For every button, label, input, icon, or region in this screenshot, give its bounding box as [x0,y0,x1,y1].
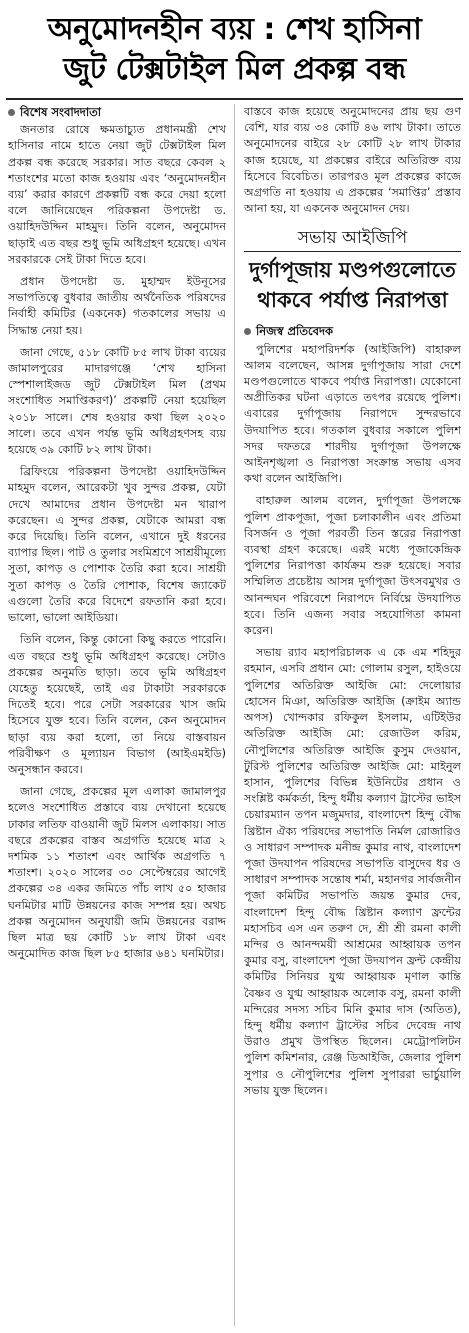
paragraph: তিনি বলেন, কিন্তু কোনো কিছু করতে পারেনি। এত বছরে শুধু ভূমি অধিগ্রহণ করেছে। সেটাও প্রকল্পের অনুমতি ছাড়া। তবে ভূমি অধিগ্রহণ যেহেতু হয়েছেই, তাই এর টাকাটা সরকারকে দিতেই হবে। পরে সেটা সরকারের খাস জমি হিসেবে যুক্ত হবে। তিনি বলেন, কেন অনুমোদন ছাড়া ব্যয় করা হলো, তা নিয়ে বাস্তবায়ন পরিবীক্ষণ ও মূল্যায়ন বিভাগ (আইএমইডি) অনুসন্ধান করবে। [8,633,226,776]
story-2-kicker: সভায় আইজিপি [297,228,408,249]
bullet-icon [244,328,251,335]
headline-line-2: জুট টেক্সটাইল মিল প্রকল্প বন্ধ [63,52,406,87]
byline-story-1 [8,104,226,120]
kicker-rule [244,251,461,252]
paragraph: সভায় র‍্যাব মহাপরিচালক এ কে এম শহিদুর রহমান, এসবি প্রধান মো: গোলাম রসুল, হাইওয়ে পুলিশের অতিরিক্ত আইজি মো: দেলোয়ার হোসেন মিঞা, অতিরিক্ত আইজি (ক্রাইম অ্যান্ড অপস) খোন্দকার রফিকুল ইসলাম, এটিইউর অতিরিক্ত আইজি মো: রেজাউল করিম, নৌপুলিশের অতিরিক্ত আইজি কুসুম দেওয়ান, টুরিস্ট পুলিশের অতিরিক্ত আইজি মো: মাইনুল হাসান, পুলিশের বিভিন্ন ইউনিটের প্রধান ও সংশ্লিষ্ট কর্মকর্তা, হিন্দু ধর্মীয় কল্যাণ ট্রাস্টের ভাইস চেয়ারম্যান তপন মজুমদার, বাংলাদেশ হিন্দু বৌদ্ধ খ্রিষ্টান ঐক্য পরিষদের সভাপতি নির্মল রোজারিও ও সাধারণ সম্পাদক মনীন্দ্র কুমার নাথ, বাংলাদেশ পূজা উদযাপন পরিষদের সভাপতি বাসুদেব ধর ও সাধারণ সম্পাদক সন্তোষ শর্মা, মহানগর সার্বজনীন পূজা কমিটির সভাপতি জয়ন্ত কুমার দেব, বাংলাদেশ হিন্দু বৌদ্ধ খ্রিষ্টান কল্যাণ ফ্রন্টের মহাসচিব এস এন তরুণ দে, শ্রী শ্রী রমনা কালী মন্দির ও আনন্দময়ী আশ্রমের আহ্বায়ক তপন কুমার বসু, বাংলাদেশ পূজা উদযাপন ফ্রন্ট কেন্দ্রীয় কমিটির সিনিয়র যুগ্ম আহ্বায়ক মৃণাল কান্তি বৈষ্ণব ও যুগ্ম আহ্বায়ক অলোক বসু, রমনা কালী মন্দিরের সদস্য সচিব মিনি কুমার দাস (অতিত), হিন্দু ধর্মীয় কল্যাণ ট্রাস্টের সচিব দেবেন্দ্র নাথ উরাও প্রমুখ উপস্থিত ছিলেন। মেট্রোপলিটন পুলিশ কমিশনার, রেঞ্জ ডিআইজি, জেলার পুলিশ সুপার ও নৌপুলিশের পুলিশ সুপাররা ভার্চুয়ালি সভায় যুক্ত ছিলেন। [244,646,461,1097]
paragraph: জানা গেছে, ৫১৮ কোটি ৮৫ লাখ টাকা ব্যয়ের জামালপুরের মাদারগঞ্জে ‘শেখ হাসিনা স্পেশালাইজড জুট টেক্সটাইল মিল (প্রথম সংশোধিত সমাপ্তিকরণ)’ প্রকল্পটি নেয়া হয়েছিল ২০১৮ সালে। শেষ হওয়ার কথা ছিল ২০২০ সালে। তবে এখন পর্যন্ত ভূমি অধিগ্রহণসহ ব্যয় হয়েছে ৩৯ কোটি ৮২ লাখ টাকা। [8,345,226,457]
paragraph: জনতার রোষে ক্ষমতাচ্যুত প্রধানমন্ত্রী শেখ হাসিনার নামে হাতে নেয়া জুট টেক্সটাইল মিল প্রকল্প বন্ধ করেছে সরকার। সাত বছরে কেবল ২ শতাংশের মতো কাজ হওয়ায় এবং ‘অনুমোদনহীন ব্যয়’ করার কারণে প্রকল্পটি বন্ধ করে দেয়া হলো বলে জানিয়েছেন পরিকল্পনা উপদেষ্টা ড. ওয়াহিদউদ্দিন মাহমুদ। তিনি বলেন, অনুমোদন ছাড়াই এত বছর শুধু ভূমি অধিগ্রহণ হয়েছে। এখন সরকারকে সেই টাকা দিতে হবে। [8,123,226,266]
paragraph: জানা গেছে, প্রকল্পের মূল এলাকা জামালপুর হলেও সংশোধিত প্রস্তাবে ব্যয় দেখানো হয়েছে ঢাকার লতিফ বাওয়ানী জুট মিলস এলাকায়। সাত বছরে প্রকল্পের বাস্তব অগ্রগতি হয়েছে মাত্র ২ দশমিক ১১ শতাংশ এবং আর্থিক অগ্রগতি ৭ শতাংশ। ২০২০ সালের ৩০ সেপ্টেম্বরের আগেই প্রকল্পের ৩৪ একর জমিতে পাঁচ লাখ ৫০ হাজার ঘনমিটার মাটি উন্নয়নের কাজ সম্পন্ন হয়। অথচ প্রকল্প অনুমোদন অনুযায়ী জমি উন্নয়নের বরাদ্দ ছিল মাত্র ছয় কোটি ১৮ লাখ টাকা এবং অনুমোদিত কাজ ছিল ৮৫ হাজার ৬৪১ ঘনমিটার। [8,785,226,961]
story-jute-mill-column-1 [8,104,226,1328]
paragraph: প্রধান উপদেষ্টা ড. মুহাম্মদ ইউনূসের সভাপতিত্বে বুধবার জাতীয় অর্থনৈতিক পরিষদের নির্বাহী কমিটির (একনেক) গতকালের সভায় এ সিদ্ধান্ত নেয়া হয়। [8,275,226,337]
byline-story-2 [244,323,461,339]
headline-rule [6,98,463,100]
right-column [244,104,461,1328]
paragraph: পুলিশের মহাপরিদর্শক (আইজিপি) বাহারুল আলম বলেছেন, আসন্ন দুর্গাপূজায় সারা দেশে মণ্ডপগুলোতে থাকবে পর্যাপ্ত নিরাপত্তা। যেকোনো অপ্রীতিকর ঘটনা এড়াতে তৎপর রয়েছে পুলিশ। এবারের দুর্গাপূজায় নিরাপদে সুন্দরভাবে উদযাপিত হবে। গতকাল বুধবার সকালে পুলিশ সদর দফতরে শারদীয় দুর্গাপূজা উপলক্ষে আইনশৃঙ্খলা ও নিরাপত্তা সংক্রান্ত সভায় এসব কথা বলেন আইজিপি। [244,342,461,486]
story-2-headline: দুর্গাপূজায় মণ্ডপগুলোতে থাকবে পর্যাপ্ত নিরাপত্তা [249,258,456,313]
bullet-icon [8,109,15,116]
byline-text: বিশেষ সংবাদদাতা [20,105,102,119]
headline-line-1: অনুমোদনহীন ব্যয় : শেখ হাসিনা [47,12,422,47]
paragraph: বাস্তবে কাজ হয়েছে অনুমোদনের প্রায় ছয় গুণ বেশি, যার ব্যয় ৩৪ কোটি ৪৬ লাখ টাকা। তাতে অনুমোদনের বাইরে ২৮ কোটি ২৮ লাখ টাকার কাজ হয়েছে, যা প্রকল্পের বাইরে অতিরিক্ত ব্যয় হিসেবে বিবেচিত। তারপরও মূল প্রকল্পের কাজে অগ্রগতি না হওয়ায় এ প্রকল্পের ‘সমাপ্তির’ প্রস্তাব আনা হয়, যা একনেক অনুমোদন দেয়। [244,105,461,216]
paragraph: ব্রিফিংয়ে পরিকল্পনা উপদেষ্টা ওয়াহিদউদ্দিন মাহমুদ বলেন, আরেকটা খুব সুন্দর প্রকল্প, যেটা দেখে আমাদের প্রধান উপদেষ্টা মন খারাপ করেছেন। এ সুন্দর প্রকল্প, যেটাকে আমরা বন্ধ করে দিয়েছি। তিনি বলেন, এখানে দুই ধরনের ব্যাপার ছিল। পাট ও তুলার সংমিশ্রণে সাশ্রয়ীমূল্যে সুতা, কাপড় ও পোশাক তৈরি করা হবে। সাশ্রয়ী সুতা কাপড় ও তৈরি পোশাক, বিশেষ জ্যাকেট এগুলো তৈরি করে বিদেশে রফতানি করা হবে। ভালো, ভালো আইডিয়া। [8,465,226,625]
column-divider [234,104,235,1326]
byline-text: নিজস্ব প্রতিবেদক [256,324,334,339]
paragraph: বাহারুল আলম বলেন, দুর্গাপূজা উপলক্ষে পুলিশ প্রাকপূজা, পূজা চলাকালীন এবং প্রতিমা বিসর্জন ও পূজা পরবর্তী তিন স্তরের নিরাপত্তা ব্যবস্থা গ্রহণ করেছে। এরই মধ্যে পূজাকেন্দ্রিক পুলিশের নিরাপত্তা কার্যক্রম শুরু হয়েছে। সবার সম্মিলিত প্রচেষ্টায় আসন্ন দুর্গাপূজা উৎসবমুখর ও আনন্দঘন পরিবেশে নিরাপদে নির্বিঘ্নে উদযাপিত হবে। তিনি এজন্য সবার সহযোগিতা কামনা করেন। [244,494,461,638]
